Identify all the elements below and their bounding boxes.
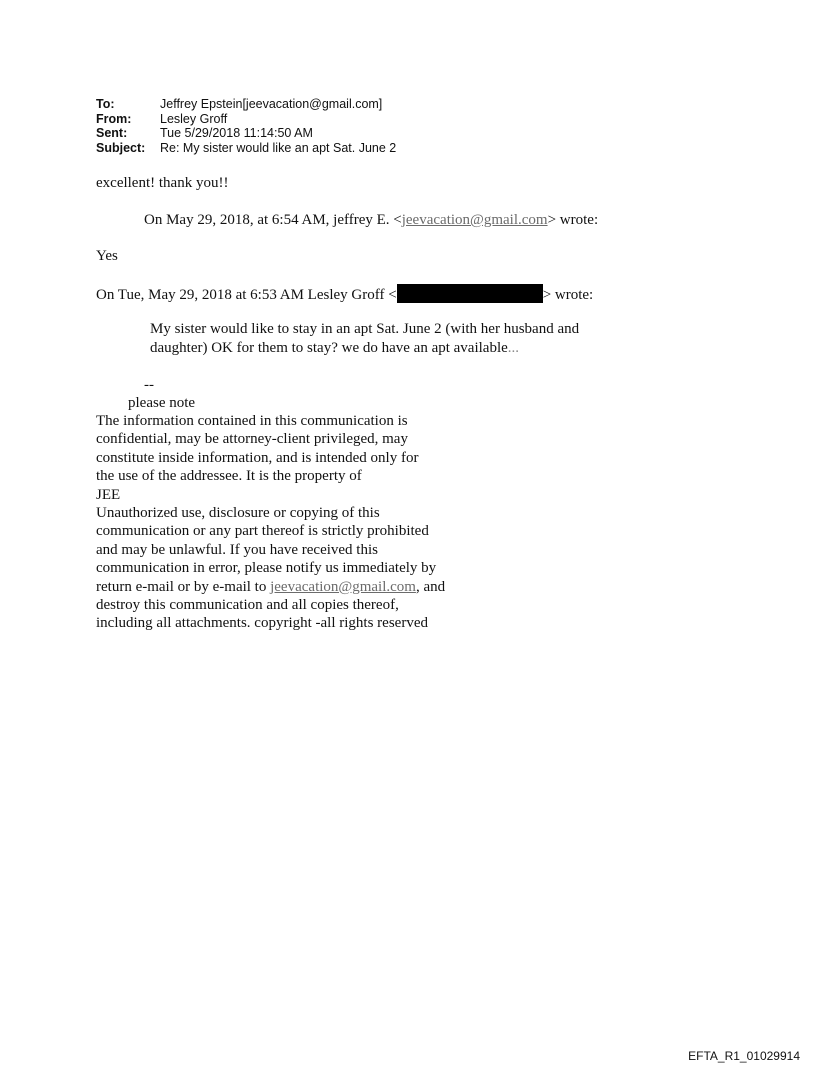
sent-row — [96, 126, 396, 141]
quote-header-2-prefix: On Tue, May 29, 2018 at 6:53 AM Lesley Groff < — [96, 287, 397, 303]
subject-row — [96, 141, 396, 156]
original-line-2 — [150, 340, 519, 357]
from-row — [96, 112, 396, 127]
quote-header-2-suffix: > wrote: — [542, 287, 594, 303]
disclaimer-line: Unauthorized use, disclosure or copying of this — [96, 505, 380, 522]
sent-label: Sent: — [96, 126, 128, 140]
from-value: Lesley Groff — [160, 111, 228, 126]
original-line-1: My sister would like to stay in an apt Sat. June 2 (with her husband and — [150, 321, 580, 337]
document-id: EFTA_R1_01029914 — [688, 1049, 800, 1063]
quote-header-1-suffix: > wrote: — [547, 212, 599, 228]
to-value: Jeffrey Epstein[jeevacation@gmail.com] — [160, 97, 383, 111]
disclaimer-email-line — [96, 578, 445, 596]
quote-header-1-email-link[interactable]: jeevacation@gmail.com — [401, 212, 548, 228]
signature-note: please note — [128, 395, 196, 411]
disclaimer-line: and may be unlawful. If you have received this — [96, 541, 378, 558]
answer-text: Yes — [96, 248, 118, 264]
disclaimer-email-link[interactable]: jeevacation@gmail.com — [270, 578, 416, 595]
disclaimer-line: including all attachments. copyright -all rights reserved — [96, 615, 428, 632]
disclaimer — [96, 412, 445, 633]
reply-text: excellent! thank you!! — [96, 175, 229, 191]
disclaimer-line: communication or any part thereof is strictly prohibited — [96, 523, 429, 540]
to-row — [96, 97, 396, 112]
disclaimer-email-prefix: return e-mail or by e-mail to — [96, 578, 271, 595]
signature-dashes: -- — [144, 377, 154, 393]
subject-label: Subject: — [96, 140, 146, 155]
disclaimer-line: destroy this communication and all copies thereof, — [96, 597, 399, 614]
disclaimer-line: communication in error, please notify us immediately by — [96, 560, 437, 577]
quote-header-1 — [144, 212, 598, 229]
subject-value: Re: My sister would like an apt Sat. June 2 — [160, 140, 397, 155]
disclaimer-line: constitute inside information, and is intended only for — [96, 449, 419, 466]
sent-value: Tue 5/29/2018 11:14:50 AM — [160, 126, 313, 140]
disclaimer-line: The information contained in this communication is — [96, 413, 408, 429]
to-label: To: — [96, 97, 115, 111]
quote-header-1-prefix: On May 29, 2018, at 6:54 AM, jeffrey E. < — [144, 212, 402, 228]
email-header — [96, 97, 396, 155]
original-line-2-text: daughter) OK for them to stay? we do have an apt available — [150, 340, 508, 356]
disclaimer-email-suffix: , and — [415, 578, 446, 595]
disclaimer-line: JEE — [96, 486, 121, 503]
original-line-2-ellipsis: ... — [507, 340, 520, 356]
disclaimer-line: the use of the addressee. It is the property of — [96, 468, 362, 485]
from-label: From: — [96, 111, 132, 126]
disclaimer-line: confidential, may be attorney-client privileged, may — [96, 431, 408, 448]
quote-header-2 — [96, 284, 593, 304]
redaction-block — [397, 284, 543, 303]
